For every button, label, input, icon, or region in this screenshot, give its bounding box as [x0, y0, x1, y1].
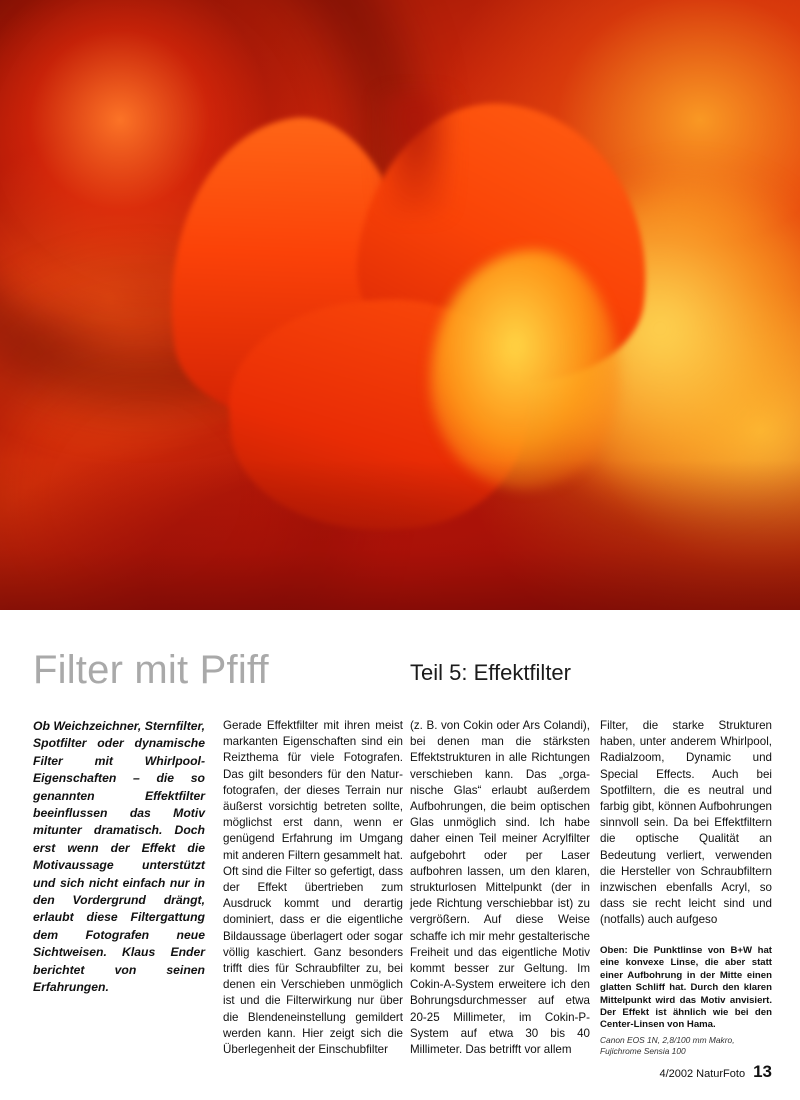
photo-caption-credit: Canon EOS 1N, 2,8/100 mm Makro, Fujichrome Sensia 100 [600, 1035, 735, 1056]
article-column-3: (z. B. von Cokin oder Ars Colandi), bei denen man die stärksten Effektstrukturen in alle Richtungen verschieben kann. Das „organische Glas“ erlaubt außerdem Aufbohrungen, die beim optischen Glas unmöglich sind. Ich habe daher einen Teil meiner Acrylfilter aufgebohrt oder per Laser aufbohren lassen, um den klaren, strukturlosen Mittelpunkt (der in jede Richtung verschiebbar ist) zu vergrößern. Auf diese Weise schaffe ich mir mehr gestalterische Freiheit und das eigentliche Motiv kommt besser zur Geltung. Im Cokin-A-System erweitere ich den Bohrungsdurchmesser auf etwa 20-25 Millimeter, im Cokin-P-System auf etwa 30 bis 40 Millimeter. Das betrifft vor allem [410, 719, 590, 1057]
article-column-2: Gerade Effektfilter mit ihren meist markanten Eigenschaften sind ein Reizthema für viele Fotografen. Das gilt besonders für den Naturfotografen, der dieses Terrain nur äußerst vorsichtig betreten sollte, möglichst erst dann, wenn er genügend Erfahrung im Umgang mit anderen Filtern gesammelt hat. Oft sind die Filter so gefertigt, dass der Effekt übertrieben zum Ausdruck kommt und derartig dominiert, dass er die eigentliche Bildaussage überlagert oder sogar völlig kaschiert. Ganz besonders trifft dies für Schraubfilter zu, bei denen ein Verschieben unmöglich ist und die Filterwirkung nur über die Blendeneinstellung gemildert werden kann. Hier zeigt sich die Überlegenheit der Einschubfilter [223, 719, 403, 1057]
article-headline: Filter mit Pfiff [33, 648, 269, 692]
page-number: 13 [753, 1062, 772, 1081]
photo-caption: Oben: Die Punktlinse von B+W hat eine konvexe Linse, die aber statt einer Aufbohrung in der Mitte einen glatten Schliff hat. Durch den klaren Mittelpunkt wird das Motiv anvisiert. Der Effekt ist ähnlich wie bei den Center-Linsen von Hama. [600, 945, 772, 1031]
article-body [0, 610, 800, 1100]
article-column-4: Filter, die starke Strukturen haben, unter anderem Whirlpool, Radialzoom, Dynamic und Special Effects. Auch bei Spotfiltern, die es neutral und farbig gibt, können Aufbohrungen sinnvoll sein. Da bei Effektfiltern die optische Qualität an Bedeutung verliert, verwenden die Hersteller von Schraubfiltern inzwischen ebenfalls Acryl, so dass sie recht leicht sind und (notfalls) auch aufgeso [600, 719, 772, 927]
article-subhead: Teil 5: Effektfilter [410, 660, 571, 685]
page-footer [659, 1062, 772, 1082]
photo-bottom-shade [0, 460, 800, 610]
article-lead-paragraph: Ob Weichzeichner, Sternfilter, Spotfilter oder dynamische Filter mit Whirlpool-Eigenschaften – die so genannten Effektfilter beeinflussen das Motiv mitunter dramatisch. Doch erst wenn der Effekt die Motivaussage unterstützt und sich nicht einfach nur in den Vordergrund drängt, erlaubt diese Filtergattung dem Fotografen neue Sichtweisen. Klaus Ender berichtet von seinen Erfahrungen. [33, 719, 205, 995]
issue-label: 4/2002 NaturFoto [659, 1068, 746, 1080]
flower-petal-notch [380, 95, 450, 215]
